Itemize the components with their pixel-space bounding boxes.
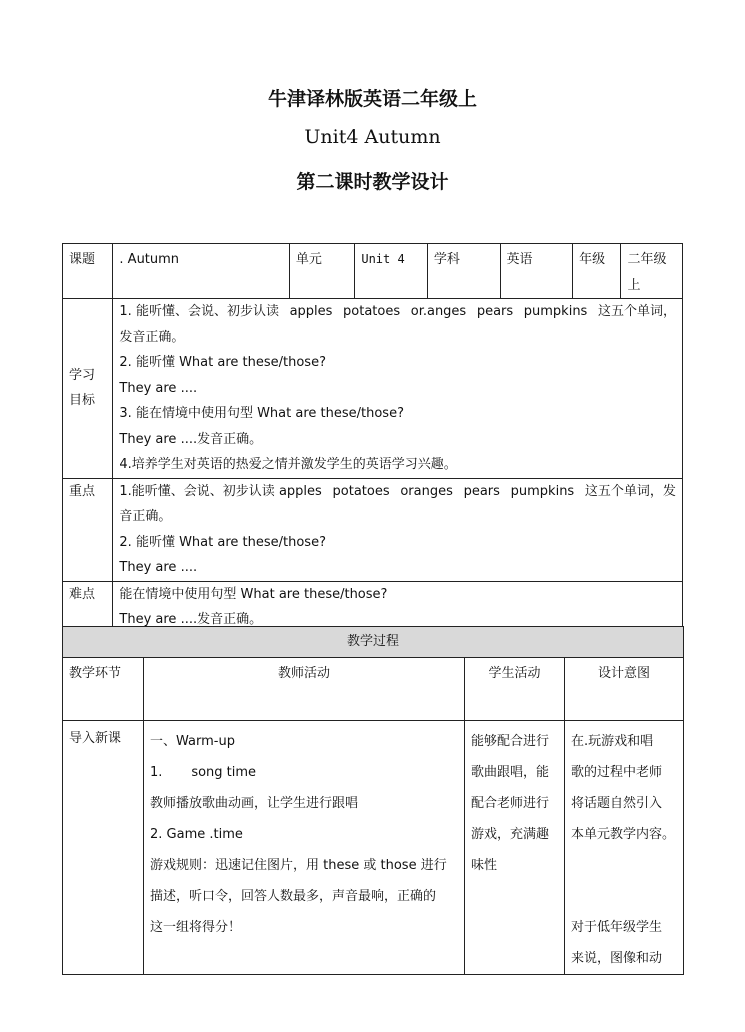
student-line-3: 配合老师进行 <box>471 796 550 811</box>
document-title: 牛津译林版英语二年级上 <box>267 88 477 110</box>
grade-value: 二年级上 <box>621 244 683 299</box>
key-line-2: 音正确。 <box>119 509 172 524</box>
student-line-1: 能够配合进行 <box>471 734 550 749</box>
stage-cell: 导入新课 <box>63 721 144 975</box>
key-line-4: They are .... <box>119 560 198 575</box>
goals-line-3: 2. 能听懂 What are these/those? <box>119 355 326 370</box>
intent-line-8: 来说，图像和动 <box>571 951 663 966</box>
unit-title: Unit4 Autumn <box>304 126 441 148</box>
intent-cell <box>565 721 684 975</box>
teacher-line-2: 1. song time <box>150 765 257 780</box>
teacher-cell <box>144 721 465 975</box>
intent-line-5 <box>571 850 677 881</box>
student-cell <box>465 721 565 975</box>
topic-value: . Autumn <box>113 244 289 299</box>
lesson-title: 第二课时教学设计 <box>296 171 449 193</box>
student-line-4: 游戏，充满趣 <box>471 827 550 842</box>
intent-line-4: 本单元教学内容。 <box>571 827 676 842</box>
teacher-line-1: 一、Warm-up <box>150 734 235 749</box>
subject-label: 学科 <box>427 244 500 299</box>
goals-line-2: 发音正确。 <box>119 329 185 345</box>
intent-line-1: 在.玩游戏和唱 <box>571 734 654 749</box>
difficult-line-1: 能在情境中使用句型 What are these/those? <box>119 586 388 602</box>
intent-line-2: 歌的过程中老师 <box>571 765 663 780</box>
header-student: 学生活动 <box>465 658 565 721</box>
difficult-line-2: They are ....发音正确。 <box>119 612 263 627</box>
grade-label: 年级 <box>573 244 621 299</box>
goals-content <box>113 299 683 479</box>
goals-line-7: 4.培养学生对英语的热爱之情并激发学生的英语学习兴趣。 <box>119 457 457 472</box>
unit-label: 单元 <box>289 244 355 299</box>
goals-line-6: They are ....发音正确。 <box>119 431 263 447</box>
goals-line-1: 1. 能听懂、会说、初步认读 apples potatoes or.anges pears pumpkins 这五个单词， <box>119 304 676 319</box>
key-line-1: 1.能听懂、会说、初步认读 apples potatoes oranges pears pumpkins 这五个单词，发 <box>119 483 676 499</box>
teacher-line-3: 教师播放歌曲动画，让学生进行跟唱 <box>150 796 359 811</box>
subject-value: 英语 <box>500 244 573 299</box>
teacher-line-7: 这一组将得分！ <box>150 920 242 935</box>
key-label: 重点 <box>63 478 113 581</box>
difficult-label: 难点 <box>63 581 113 633</box>
teacher-line-4: 2. Game .time <box>150 827 243 842</box>
header-intent: 设计意图 <box>565 658 684 721</box>
header-stage: 教学环节 <box>63 658 144 721</box>
goals-label: 学习目标 <box>63 299 113 479</box>
key-content <box>113 478 683 581</box>
header-teacher: 教师活动 <box>144 658 465 721</box>
process-title: 教学过程 <box>63 627 684 658</box>
teacher-line-6: 描述，听口令，回答人数最多，声音最响，正确的 <box>150 889 437 904</box>
process-table <box>62 626 684 975</box>
student-line-2: 歌曲跟唱，能 <box>471 765 550 780</box>
topic-label: 课题 <box>63 244 113 299</box>
teacher-line-5: 游戏规则：迅速记住图片，用 these 或 those 进行 <box>150 858 447 873</box>
intent-line-7: 对于低年级学生 <box>571 920 663 935</box>
goals-line-5: 3. 能在情境中使用句型 What are these/those? <box>119 406 404 421</box>
student-line-5: 味性 <box>471 858 498 873</box>
info-table <box>62 243 683 634</box>
goals-line-4: They are .... <box>119 380 198 396</box>
intent-line-3: 将话题自然引入 <box>571 796 663 811</box>
intent-line-6 <box>571 881 677 912</box>
key-line-3: 2. 能听懂 What are these/those? <box>119 534 326 550</box>
unit-value: Unit 4 <box>355 244 428 299</box>
